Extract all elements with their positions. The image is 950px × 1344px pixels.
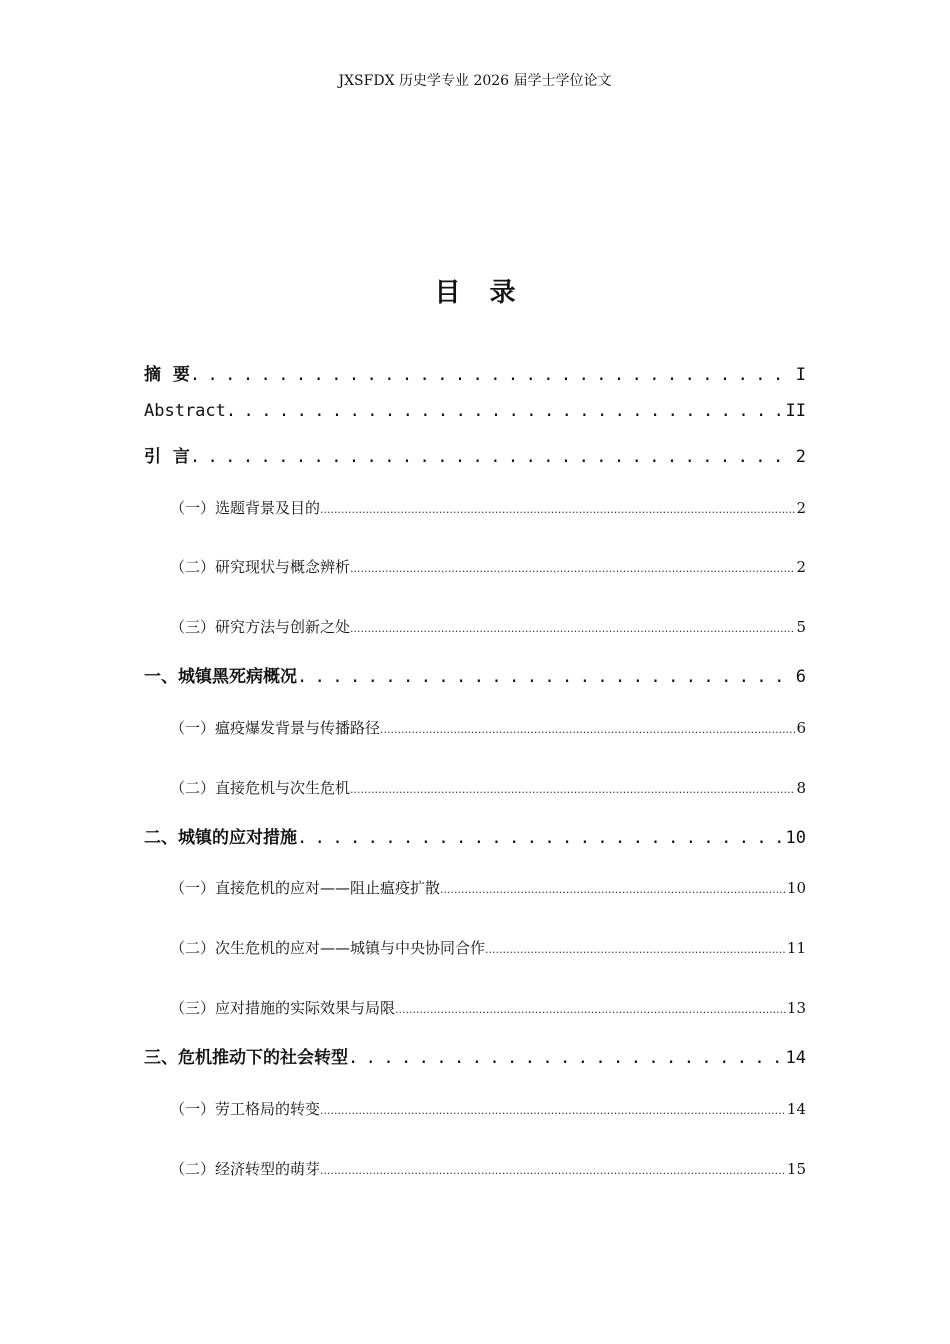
toc-entry-label: 二、城镇的应对措施: [144, 828, 297, 848]
toc-entry-page: 10: [785, 828, 806, 848]
toc-entry-label: （二）研究现状与概念辨析: [170, 558, 351, 576]
toc-dot-leader: [320, 1164, 786, 1177]
toc-dot-leader: [297, 667, 794, 687]
toc-dot-leader: [350, 783, 795, 796]
toc-dot-leader: [320, 503, 795, 516]
toc-dot-leader: [190, 447, 794, 467]
toc-dot-leader: [348, 1048, 784, 1068]
toc-dot-leader: [395, 1003, 786, 1016]
toc-dot-leader: [320, 1104, 786, 1117]
toc-entry-label: （二）经济转型的萌芽: [170, 1160, 321, 1178]
toc-entry-chapter-2-2[interactable]: [170, 937, 806, 958]
toc-dot-leader: [350, 622, 795, 635]
toc-entry-label: （一）直接危机的应对——阻止瘟疫扩散: [170, 879, 441, 897]
toc-entry-label: Abstract: [144, 401, 226, 421]
toc-entry-label: 摘 要: [144, 365, 190, 385]
toc-dot-leader: [485, 943, 786, 956]
toc-entry-page: 2: [796, 499, 806, 517]
toc-entry-page: 6: [796, 719, 806, 737]
toc-entry-chapter-3-2[interactable]: [170, 1158, 806, 1179]
toc-entry-page: 14: [786, 1100, 806, 1118]
toc-dot-leader: [226, 401, 784, 421]
toc-entry-chapter-2-3[interactable]: [170, 997, 806, 1018]
toc-entry-intro-1[interactable]: [170, 497, 806, 518]
toc-entry-chapter-1-2[interactable]: [170, 777, 806, 798]
toc-dot-leader: [440, 883, 786, 896]
toc-entry-page: 8: [796, 779, 806, 797]
toc-dot-leader: [350, 562, 795, 575]
toc-title: 目 录: [434, 278, 526, 308]
toc-entry-label: （三）研究方法与创新之处: [170, 618, 351, 636]
toc-entry-abstract-cn[interactable]: [144, 360, 806, 385]
toc-entry-page: 14: [785, 1048, 806, 1068]
toc-entry-chapter-3[interactable]: [144, 1043, 806, 1068]
toc-entry-label: （二）直接危机与次生危机: [170, 779, 351, 797]
toc-entry-page: 11: [786, 939, 806, 957]
toc-entry-page: 6: [795, 667, 806, 687]
toc-entry-label: 三、危机推动下的社会转型: [144, 1048, 348, 1068]
toc-entry-label: （一）瘟疫爆发背景与传播路径: [170, 719, 381, 737]
toc-entry-chapter-2-1[interactable]: [170, 877, 806, 898]
toc-entry-label: 一、城镇黑死病概况: [144, 667, 297, 687]
toc-entry-page: 5: [796, 618, 806, 636]
toc-dot-leader: [190, 365, 794, 385]
toc-entry-intro-2[interactable]: [170, 556, 806, 577]
toc-entry-label: （二）次生危机的应对——城镇与中央协同合作: [170, 939, 486, 957]
toc-entry-chapter-3-1[interactable]: [170, 1098, 806, 1119]
toc-dot-leader: [380, 723, 795, 736]
toc-entry-page: 2: [795, 447, 806, 467]
toc-entry-page: 2: [796, 558, 806, 576]
toc-entry-chapter-2[interactable]: [144, 823, 806, 848]
toc-entry-label: 引 言: [144, 447, 190, 467]
toc-entry-chapter-1-1[interactable]: [170, 717, 806, 738]
toc-dot-leader: [297, 828, 784, 848]
toc-entry-page: 10: [786, 879, 806, 897]
toc-entry-page: I: [795, 365, 806, 385]
toc-entry-label: （三）应对措施的实际效果与局限: [170, 999, 396, 1017]
toc-entry-page: 13: [786, 999, 806, 1017]
running-header: JXSFDX 历史学专业 2026 届学士学位论文: [338, 73, 612, 89]
toc-entry-introduction[interactable]: [144, 442, 806, 467]
toc-entry-intro-3[interactable]: [170, 616, 806, 637]
toc-entry-label: （一）劳工格局的转变: [170, 1100, 321, 1118]
toc-entry-page: II: [785, 401, 806, 421]
toc-entry-abstract-en[interactable]: [144, 401, 806, 421]
toc-entry-label: （一）选题背景及目的: [170, 499, 321, 517]
toc-entry-chapter-1[interactable]: [144, 662, 806, 687]
toc-entry-page: 15: [786, 1160, 806, 1178]
